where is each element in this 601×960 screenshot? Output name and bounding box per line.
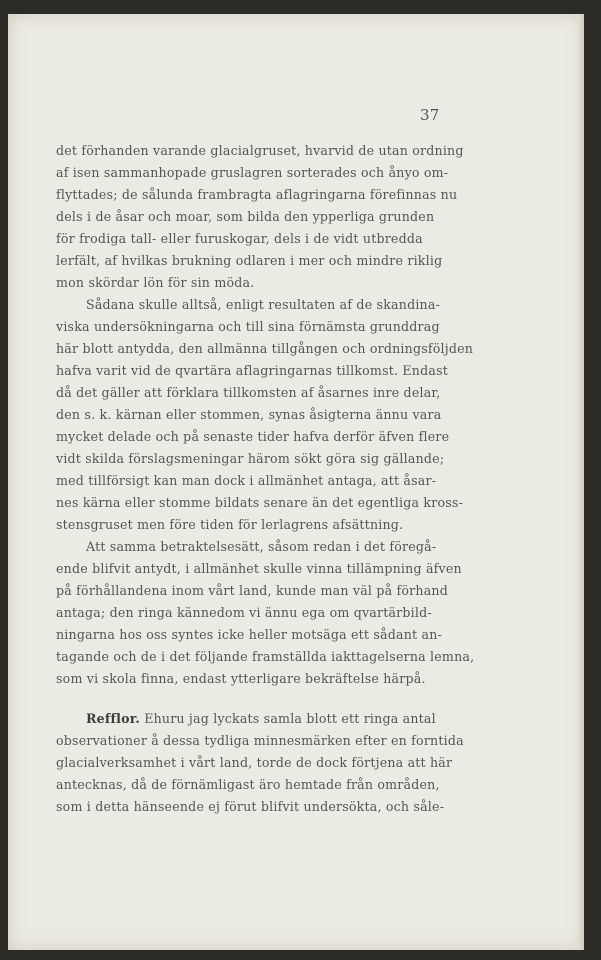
paragraph-1-line: flyttades; de sålunda frambragta aflagringarna förefinnas nu xyxy=(56,187,458,202)
paragraph-2-line: med tillförsigt kan man dock i allmänhet antaga, att åsar- xyxy=(56,473,437,488)
paragraph-2-line: här blott antydda, den allmänna tillgången och ordningsföljden xyxy=(56,341,474,356)
paragraph-2-line: då det gäller att förklara tillkomsten af åsarnes inre delar, xyxy=(56,385,441,400)
paragraph-3-line: Att samma betraktelsesätt, såsom redan i det föregå- xyxy=(86,539,437,554)
section-line: glacialverksamhet i vårt land, torde de dock förtjena att här xyxy=(56,755,453,770)
paragraph-3-line: tagande och de i det följande framställda iakttagelserna lemna, xyxy=(56,649,475,664)
paragraph-1-line: lerfält, af hvilkas brukning odlaren i mer och mindre riklig xyxy=(56,253,443,268)
page-spine-shadow xyxy=(578,14,584,950)
paragraph-1-line: det förhanden varande glacialgruset, hvarvid de utan ordning xyxy=(56,143,464,158)
page-number: 37 xyxy=(420,106,440,124)
paragraph-2-line: Sådana skulle alltså, enligt resultaten af de skandina- xyxy=(86,297,441,312)
paragraph-3-line: ende blifvit antydt, i allmänhet skulle vinna tillämpning äfven xyxy=(56,561,462,576)
paragraph-1-line: af isen sammanhopade gruslagren sorterades och ånyo om- xyxy=(56,165,449,180)
paragraph-1-line: mon skördar lön för sin möda. xyxy=(56,275,255,290)
section-line: antecknas, då de förnämligast äro hemtade från områden, xyxy=(56,777,440,792)
paragraph-3-line: antaga; den ringa kännedom vi ännu ega om qvartärbild- xyxy=(56,605,432,620)
paragraph-3-line: ningarna hos oss syntes icke heller motsäga ett sådant an- xyxy=(56,627,442,642)
paragraph-2-line: nes kärna eller stomme bildats senare än det egentliga kross- xyxy=(56,495,464,510)
section-first-line-text: Ehuru jag lyckats samla blott ett ringa antal xyxy=(144,711,436,726)
section-first-line xyxy=(86,711,454,726)
paragraph-2-line: mycket delade och på senaste tider hafva derför äfven flere xyxy=(56,429,450,444)
paragraph-1-line: dels i de åsar och moar, som bilda den ypperliga grunden xyxy=(56,209,435,224)
paragraph-1-line: för frodiga tall- eller furuskogar, dels i de vidt utbredda xyxy=(56,231,423,246)
paragraph-3-line: som vi skola finna, endast ytterligare bekräftelse härpå. xyxy=(56,671,426,686)
section-title: Refflor. xyxy=(86,711,140,726)
book-page xyxy=(8,14,584,950)
section-line: observationer å dessa tydliga minnesmärken efter en forntida xyxy=(56,733,464,748)
paragraph-2-line: stensgruset men före tiden för lerlagrens afsättning. xyxy=(56,517,404,532)
paragraph-2-line: vidt skilda förslagsmeningar härom sökt göra sig gällande; xyxy=(56,451,445,466)
paragraph-2-line: hafva varit vid de qvartära aflagringarnas tillkomst. Endast xyxy=(56,363,449,378)
paragraph-3-line: på förhållandena inom vårt land, kunde man väl på förhand xyxy=(56,583,448,598)
section-line: som i detta hänseende ej förut blifvit undersökta, och såle- xyxy=(56,799,445,814)
paragraph-2-line: den s. k. kärnan eller stommen, synas åsigterna ännu vara xyxy=(56,407,442,422)
paragraph-2-line: viska undersökningarna och till sina förnämsta grunddrag xyxy=(56,319,440,334)
